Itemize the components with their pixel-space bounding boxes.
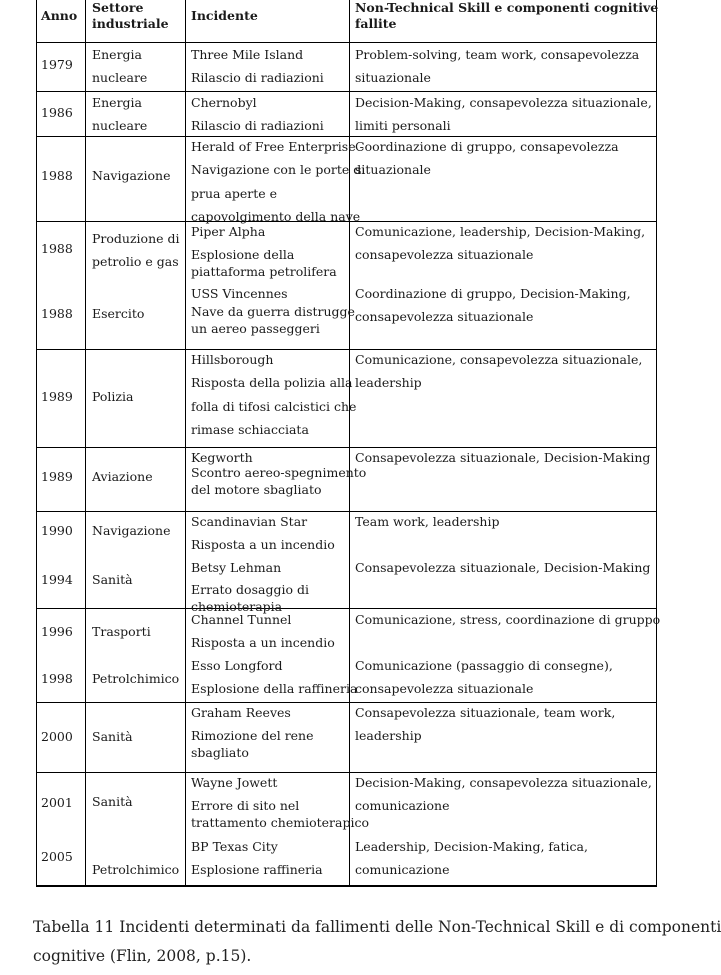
settore-cell-line: Sanità	[92, 729, 133, 744]
caption-line: Tabella 11 Incidenti determinati da fallimenti delle Non-Technical Skill e di componenti	[33, 918, 721, 936]
incidente-cell-line: rimase schiacciata	[191, 422, 309, 437]
nts-cell	[350, 137, 656, 221]
incidente-cell-line: Rimozione del rene	[191, 728, 314, 743]
table-row	[37, 350, 656, 448]
table-row	[37, 448, 656, 512]
table-row	[37, 43, 656, 92]
anno-cell-line: 1994	[41, 572, 73, 587]
incidente-cell-line: USS Vincennes	[191, 286, 288, 301]
settore-cell-line: Polizia	[92, 389, 134, 404]
nts-cell	[350, 448, 656, 511]
table-row	[37, 609, 661, 703]
anno-cell	[37, 512, 86, 608]
incidente-cell	[186, 137, 366, 224]
incidente-cell-line: chemioterapia	[191, 599, 283, 614]
header-settore-line: industriale	[92, 16, 169, 31]
anno-cell	[37, 137, 86, 221]
table-row	[37, 137, 656, 222]
settore-cell-line: Esercito	[92, 306, 145, 321]
header-anno	[37, 0, 86, 42]
incidente-cell-line: Risposta a un incendio	[191, 635, 335, 650]
anno-cell-line: 1988	[41, 168, 73, 183]
incidente-cell-line: Wayne Jowett	[191, 775, 278, 790]
incidente-cell-line: Esso Longford	[191, 658, 283, 673]
settore-cell-line: Aviazione	[92, 469, 153, 484]
settore-cell	[86, 222, 186, 349]
incidente-cell	[186, 448, 367, 511]
settore-cell	[86, 137, 186, 221]
nts-cell	[350, 703, 656, 772]
settore-cell-line: Petrolchimico	[92, 862, 180, 877]
nts-cell-line: Leadership, Decision-Making, fatica,	[355, 839, 588, 854]
table-row	[37, 773, 656, 886]
nts-cell	[350, 512, 656, 608]
incidente-cell-line: Piper Alpha	[191, 224, 266, 239]
incidente-cell-line: Esplosione raffineria	[191, 862, 323, 877]
header-nts-line: fallite	[355, 16, 397, 31]
incidente-cell-line: Betsy Lehman	[191, 560, 282, 575]
nts-cell-line: Coordinazione di gruppo, consapevolezza	[355, 139, 619, 154]
settore-cell	[86, 703, 186, 772]
nts-cell	[350, 222, 656, 349]
nts-cell-line: Comunicazione, leadership, Decision-Making,	[355, 224, 646, 239]
incidente-cell	[186, 703, 350, 772]
nts-cell-line: Team work, leadership	[355, 514, 500, 529]
incidente-cell	[186, 609, 358, 702]
incidente-cell	[186, 350, 357, 447]
settore-cell-line: Sanità	[92, 794, 133, 809]
incidente-cell-line: Chernobyl	[191, 95, 257, 110]
settore-cell	[86, 92, 186, 136]
nts-cell-line: Problem-solving, team work, consapevolezza	[355, 47, 640, 62]
nts-cell	[350, 609, 661, 702]
anno-cell-line: 1979	[41, 57, 73, 72]
caption-line: cognitive (Flin, 2008, p.15).	[33, 947, 252, 965]
incidente-cell	[186, 92, 350, 136]
settore-cell	[86, 448, 186, 511]
nts-cell-line: Comunicazione, consapevolezza situazionale,	[355, 352, 643, 367]
incidente-cell-line: Nave da guerra distrugge	[191, 304, 355, 319]
settore-cell-line: Trasporti	[92, 624, 151, 639]
header-incidente	[186, 0, 350, 42]
anno-cell	[37, 350, 86, 447]
settore-cell	[86, 43, 186, 91]
anno-cell	[37, 92, 86, 136]
incidente-cell-line: Navigazione con le porte di	[191, 162, 366, 177]
nts-cell-line: Decision-Making, consapevolezza situazionale,	[355, 95, 652, 110]
anno-cell-line: 1998	[41, 671, 73, 686]
settore-cell-line: Sanità	[92, 572, 133, 587]
nts-cell-line: consapevolezza situazionale	[355, 681, 534, 696]
incidente-cell-line: Rilascio di radiazioni	[191, 70, 324, 85]
header-anno-label: Anno	[41, 8, 78, 23]
nts-cell-line: consapevolezza situazionale	[355, 247, 534, 262]
nts-cell-line: Consapevolezza situazionale, Decision-Making	[355, 560, 651, 575]
anno-cell-line: 1988	[41, 241, 73, 256]
nts-cell-line: Consapevolezza situazionale, Decision-Making	[355, 450, 651, 465]
anno-cell	[37, 703, 86, 772]
nts-cell-line: consapevolezza situazionale	[355, 309, 534, 324]
header-nts-line: Non-Technical Skill e componenti cognitive	[355, 0, 659, 15]
nts-cell	[350, 350, 656, 447]
anno-cell	[37, 43, 86, 91]
anno-cell-line: 1996	[41, 624, 73, 639]
incidente-cell-line: Kegworth	[191, 450, 253, 465]
incidente-cell-line: un aereo passeggeri	[191, 321, 320, 336]
anno-cell-line: 2001	[41, 795, 73, 810]
settore-cell	[86, 773, 186, 885]
anno-cell-line: 1990	[41, 523, 73, 538]
nts-cell-line: situazionale	[355, 162, 431, 177]
incidente-cell	[186, 222, 355, 349]
incidente-cell-line: Herald of Free Enterprise -	[191, 139, 364, 154]
anno-cell-line: 1989	[41, 389, 73, 404]
incidente-cell-line: Risposta della polizia alla	[191, 375, 353, 390]
settore-cell	[86, 609, 186, 702]
header-settore	[86, 0, 186, 42]
table-row	[37, 222, 656, 350]
header-incidente-label: Incidente	[191, 8, 258, 23]
anno-cell	[37, 609, 86, 702]
nts-cell-line: comunicazione	[355, 862, 450, 877]
nts-cell-line: Comunicazione, stress, coordinazione di gruppo	[355, 612, 661, 627]
anno-cell-line: 1988	[41, 306, 73, 321]
incidente-cell-line: Scontro aereo-spegnimento	[191, 465, 367, 480]
nts-cell-line: situazionale	[355, 70, 431, 85]
incidente-cell-line: Esplosione della raffineria	[191, 681, 358, 696]
anno-cell-line: 1989	[41, 469, 73, 484]
incidente-cell-line: Errore di sito nel	[191, 798, 300, 813]
header-nts	[350, 0, 659, 42]
header-settore-line: Settore	[92, 0, 144, 15]
nts-cell	[350, 43, 656, 91]
settore-cell-line: petrolio e gas	[92, 254, 179, 269]
settore-cell-line: nucleare	[92, 70, 148, 85]
anno-cell-line: 2005	[41, 849, 73, 864]
incidents-table	[36, 0, 661, 887]
anno-cell-line: 1986	[41, 105, 73, 120]
nts-cell-line: Coordinazione di gruppo, Decision-Making,	[355, 286, 631, 301]
incidente-cell-line: Channel Tunnel	[191, 612, 292, 627]
incidente-cell-line: Esplosione della	[191, 247, 295, 262]
incidente-cell-line: capovolgimento della nave	[191, 209, 361, 224]
incidente-cell-line: BP Texas City	[191, 839, 278, 854]
table-row	[37, 512, 656, 614]
anno-cell	[37, 773, 86, 885]
incidente-cell	[186, 43, 350, 91]
nts-cell	[350, 773, 656, 885]
nts-cell-line: limiti personali	[355, 118, 451, 133]
settore-cell-line: Petrolchimico	[92, 671, 180, 686]
incidente-cell	[186, 512, 350, 614]
incidente-cell-line: Scandinavian Star	[191, 514, 308, 529]
settore-cell-line: Produzione di	[92, 231, 180, 246]
table-header	[37, 0, 659, 43]
nts-cell-line: Consapevolezza situazionale, team work,	[355, 705, 616, 720]
nts-cell-line: Comunicazione (passaggio di consegne),	[355, 658, 613, 673]
incidente-cell-line: del motore sbagliato	[191, 482, 322, 497]
settore-cell-line: Navigazione	[92, 168, 171, 183]
incidente-cell-line: Graham Reeves	[191, 705, 291, 720]
nts-cell-line: comunicazione	[355, 798, 450, 813]
incidente-cell-line: Risposta a un incendio	[191, 537, 335, 552]
incidente-cell-line: Rilascio di radiazioni	[191, 118, 324, 133]
nts-cell-line: Decision-Making, consapevolezza situazionale,	[355, 775, 652, 790]
incidente-cell-line: prua aperte e	[191, 186, 278, 201]
anno-cell	[37, 448, 86, 511]
incidente-cell-line: Hillsborough	[191, 352, 274, 367]
table-caption	[33, 913, 721, 971]
anno-cell	[37, 222, 86, 349]
settore-cell-line: Navigazione	[92, 523, 171, 538]
nts-cell-line: leadership	[355, 375, 422, 390]
incidente-cell	[186, 773, 369, 885]
incidente-cell-line: Three Mile Island	[191, 47, 304, 62]
settore-cell-line: Energia	[92, 95, 142, 110]
incidente-cell-line: Errato dosaggio di	[191, 582, 309, 597]
settore-cell-line: Energia	[92, 47, 142, 62]
incidente-cell-line: trattamento chemioterapico	[191, 815, 369, 830]
incidente-cell-line: folla di tifosi calcistici che	[191, 399, 357, 414]
settore-cell	[86, 512, 186, 608]
incidente-cell-line: sbagliato	[191, 745, 249, 760]
table-row	[37, 703, 656, 773]
nts-cell	[350, 92, 656, 136]
anno-cell-line: 2000	[41, 729, 73, 744]
settore-cell	[86, 350, 186, 447]
table-row	[37, 92, 656, 137]
nts-cell-line: leadership	[355, 728, 422, 743]
settore-cell-line: nucleare	[92, 118, 148, 133]
incidente-cell-line: piattaforma petrolifera	[191, 264, 337, 279]
